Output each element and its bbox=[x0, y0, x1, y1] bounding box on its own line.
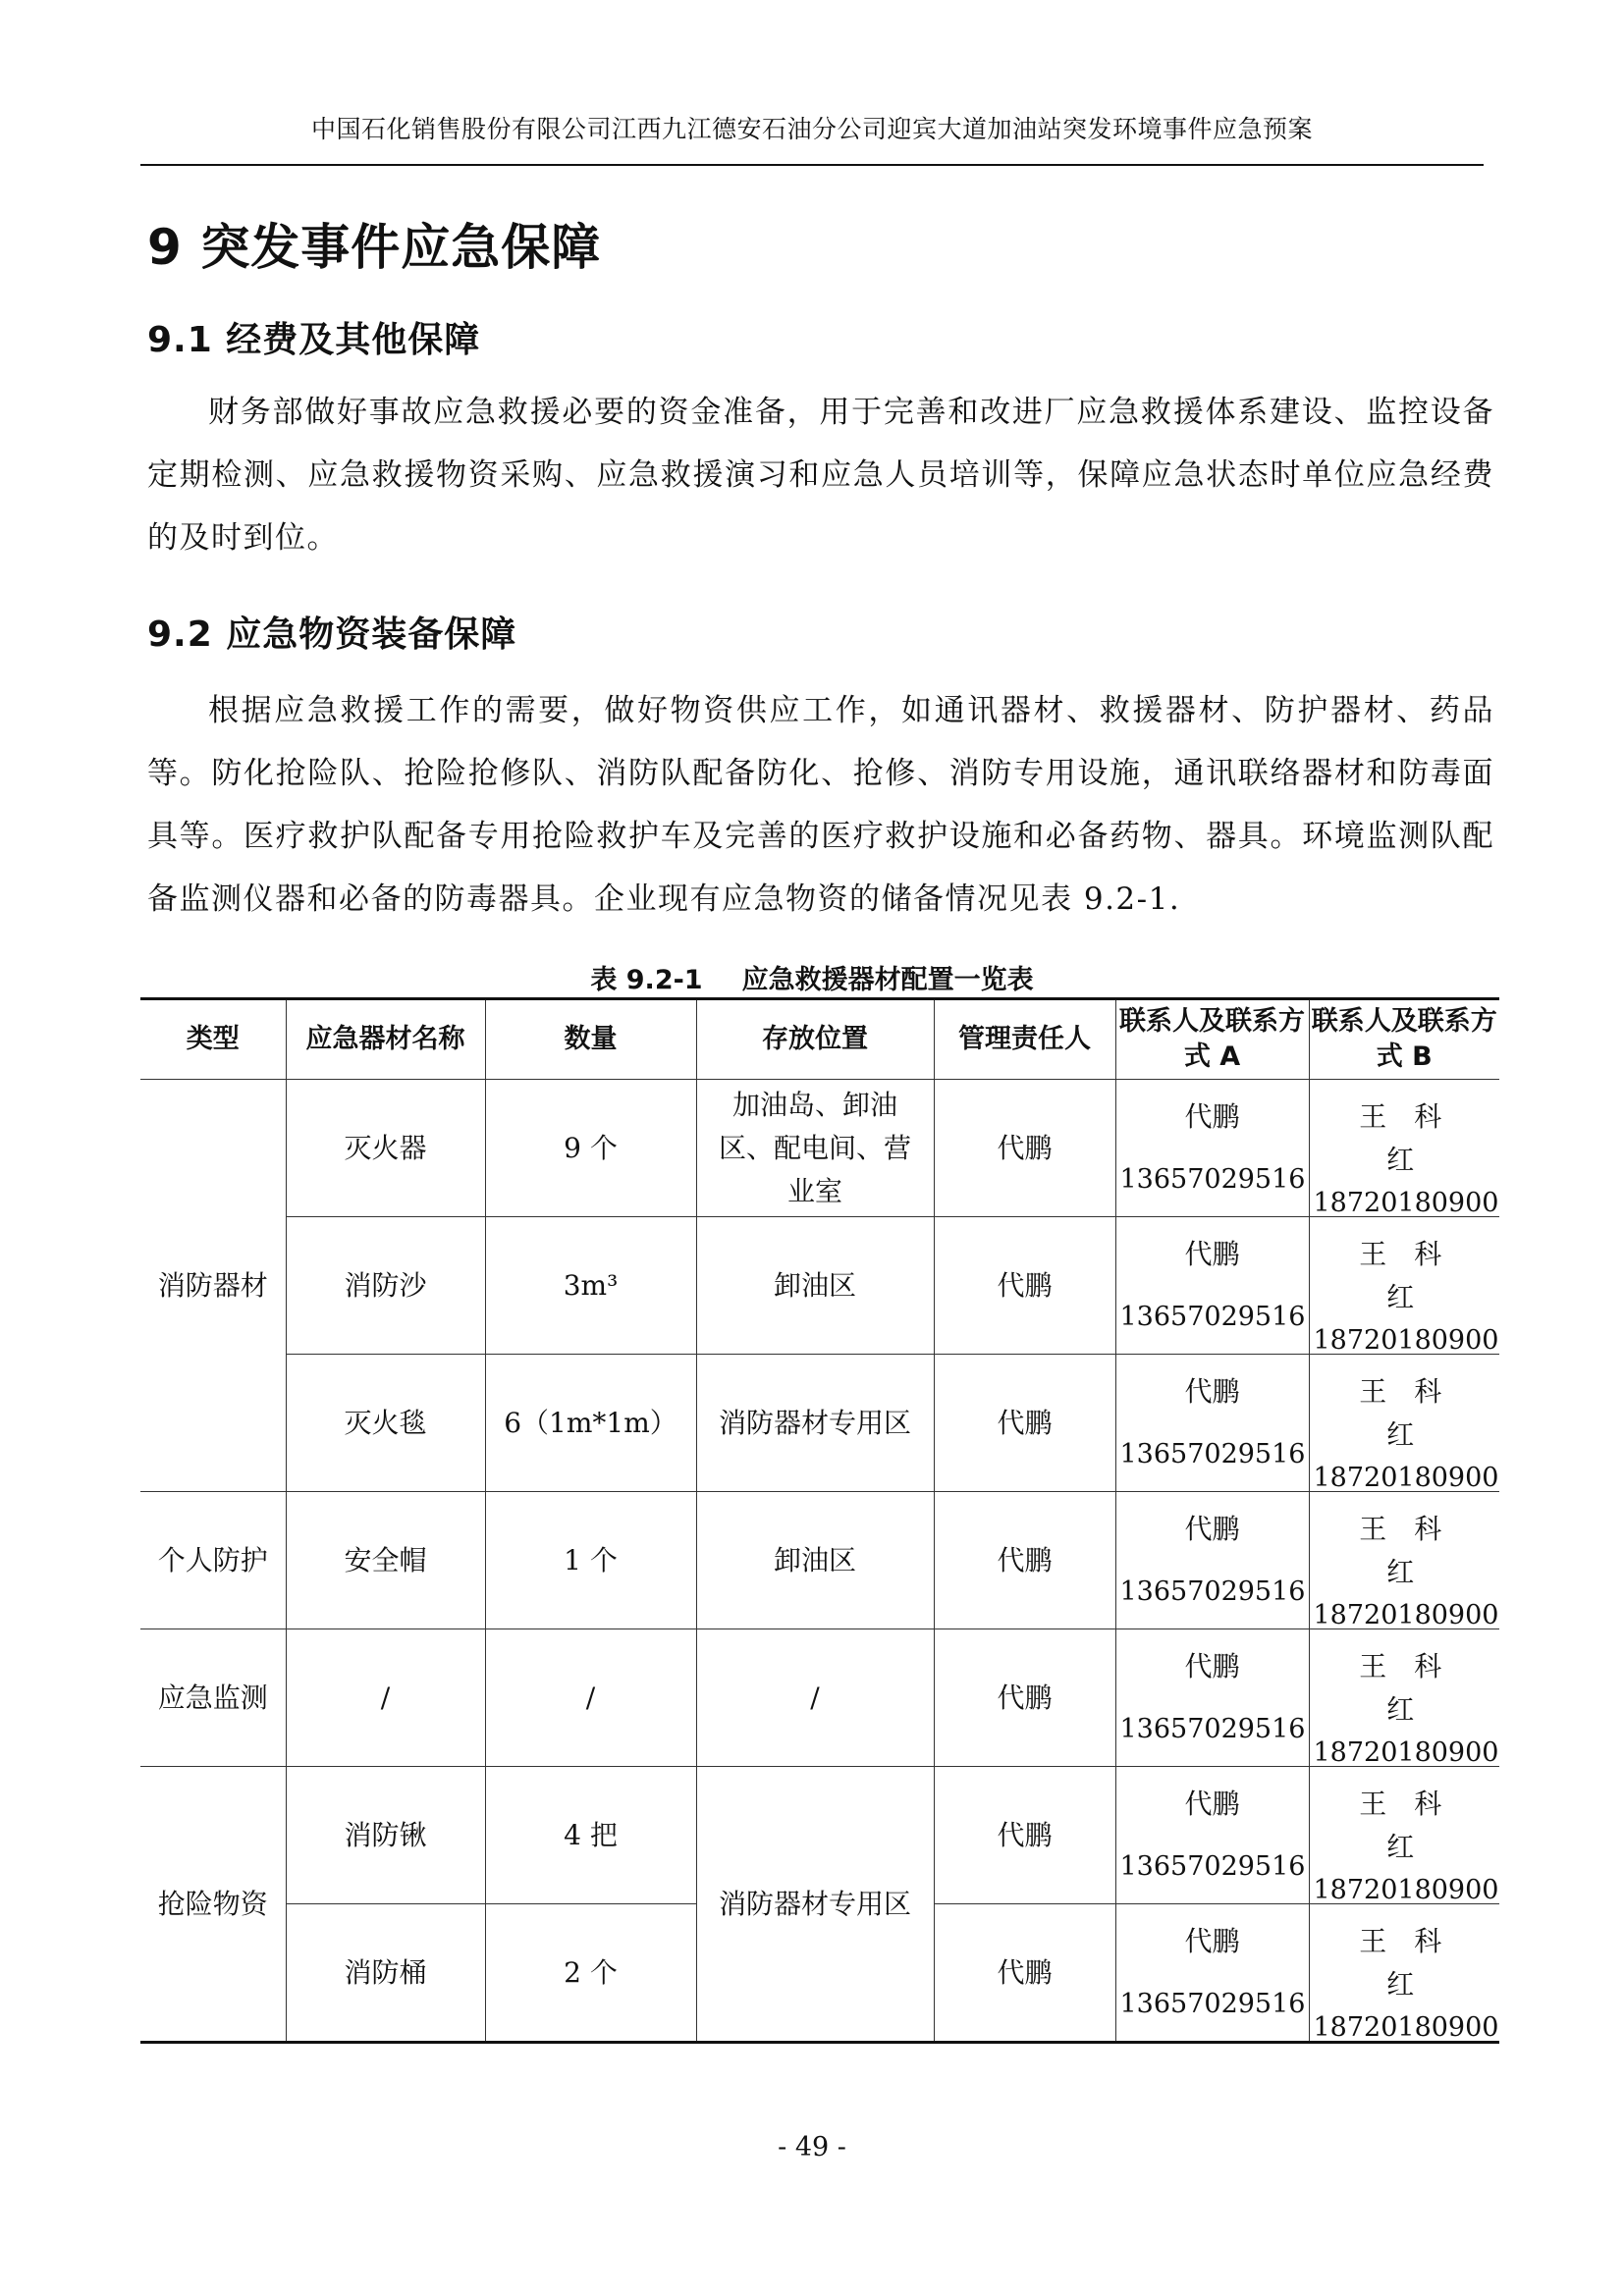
contact-b-phone: 18720180900 bbox=[1313, 2011, 1499, 2043]
contact-b-cell bbox=[1309, 1080, 1499, 1217]
contact-a-cell bbox=[1115, 1767, 1309, 1904]
contact-a-cell bbox=[1115, 1629, 1309, 1767]
contact-a-phone: 13657029516 bbox=[1119, 1988, 1306, 2019]
contact-a-phone: 13657029516 bbox=[1119, 1438, 1306, 1469]
contact-a-phone: 13657029516 bbox=[1119, 1713, 1306, 1744]
table-row bbox=[140, 1080, 1499, 1217]
contact-b-cell bbox=[1309, 1904, 1499, 2043]
qty-cell: 4 把 bbox=[485, 1767, 696, 1904]
contact-b-phone: 18720180900 bbox=[1313, 1462, 1499, 1493]
location-cell: 卸油区 bbox=[696, 1217, 934, 1355]
name-cell: 灭火毯 bbox=[286, 1355, 485, 1492]
table-row bbox=[140, 1767, 1499, 1904]
location-cell: 消防器材专用区 bbox=[696, 1355, 934, 1492]
name-cell: 消防沙 bbox=[286, 1217, 485, 1355]
manager-cell: 代鹏 bbox=[934, 1767, 1115, 1904]
name-cell: / bbox=[286, 1629, 485, 1767]
header-location: 存放位置 bbox=[696, 999, 934, 1080]
paragraph-funding: 财务部做好事故应急救援必要的资金准备，用于完善和改进厂应急救援体系建设、监控设备定期检测、应急救援物资采购、应急救援演习和应急人员培训等，保障应急状态时单位应急经费的及时到位。 bbox=[147, 395, 1494, 556]
table-row bbox=[140, 1217, 1499, 1355]
manager-cell: 代鹏 bbox=[934, 1629, 1115, 1767]
contact-a-cell bbox=[1115, 1355, 1309, 1492]
contact-a-name: 代鹏 bbox=[1184, 1512, 1240, 1545]
paragraph-materials: 根据应急救援工作的需要，做好物资供应工作，如通讯器材、救援器材、防护器材、药品等。防化抢险队、抢险抢修队、消防队配备防化、抢修、消防专用设施，通讯联络器材和防毒面具等。医疗救护队配备专用抢险救护车及完善的医疗救护设施和必备药物、器具。环境监测队配备监测仪器和必备的防毒器具。企业现有应急物资的储备情况见表 9.2-1. bbox=[147, 693, 1494, 917]
header-contact-a: 联系人及联系方式 A bbox=[1115, 999, 1309, 1080]
contact-b-name: 王科红 bbox=[1359, 1374, 1470, 1451]
contact-a-cell bbox=[1115, 1492, 1309, 1629]
contact-b-name: 王科红 bbox=[1359, 1787, 1470, 1863]
contact-a-cell bbox=[1115, 1217, 1309, 1355]
subsection-title-9-1: 9.1 经费及其他保障 bbox=[147, 320, 481, 360]
location-cell: 加油岛、卸油区、配电间、营业室 bbox=[696, 1080, 934, 1217]
contact-b-name: 王科红 bbox=[1359, 1237, 1470, 1313]
contact-b-cell bbox=[1309, 1629, 1499, 1767]
header-manager: 管理责任人 bbox=[934, 999, 1115, 1080]
table-row bbox=[140, 1355, 1499, 1492]
contact-b-name: 王科红 bbox=[1359, 1649, 1470, 1726]
subsection-title-9-2: 9.2 应急物资装备保障 bbox=[147, 614, 517, 655]
table-caption-number: 表 9.2-1 bbox=[590, 965, 703, 995]
table-row bbox=[140, 1492, 1499, 1629]
group-cell: 个人防护 bbox=[140, 1492, 286, 1629]
contact-b-phone: 18720180900 bbox=[1313, 1874, 1499, 1905]
contact-b-name: 王科红 bbox=[1359, 1924, 1470, 2001]
name-cell: 消防桶 bbox=[286, 1904, 485, 2043]
contact-b-name: 王科红 bbox=[1359, 1099, 1470, 1176]
manager-cell: 代鹏 bbox=[934, 1355, 1115, 1492]
table-header-row bbox=[140, 999, 1499, 1080]
equipment-table bbox=[140, 997, 1499, 2044]
manager-cell: 代鹏 bbox=[934, 1492, 1115, 1629]
contact-a-phone: 13657029516 bbox=[1119, 1575, 1306, 1607]
contact-a-name: 代鹏 bbox=[1184, 1099, 1240, 1133]
header-name: 应急器材名称 bbox=[286, 999, 485, 1080]
header-contact-b: 联系人及联系方式 B bbox=[1309, 999, 1499, 1080]
qty-cell: / bbox=[485, 1629, 696, 1767]
manager-cell: 代鹏 bbox=[934, 1217, 1115, 1355]
qty-cell: 9 个 bbox=[485, 1080, 696, 1217]
section-title: 9 突发事件应急保障 bbox=[147, 219, 602, 276]
name-cell: 消防锹 bbox=[286, 1767, 485, 1904]
location-cell: 卸油区 bbox=[696, 1492, 934, 1629]
contact-a-name: 代鹏 bbox=[1184, 1237, 1240, 1270]
group-cell: 消防器材 bbox=[140, 1080, 286, 1492]
contact-a-name: 代鹏 bbox=[1184, 1787, 1240, 1820]
qty-cell: 2 个 bbox=[485, 1904, 696, 2043]
location-cell: / bbox=[696, 1629, 934, 1767]
contact-b-phone: 18720180900 bbox=[1313, 1324, 1499, 1356]
contact-a-cell bbox=[1115, 1904, 1309, 2043]
group-cell: 抢险物资 bbox=[140, 1767, 286, 2043]
qty-cell: 1 个 bbox=[485, 1492, 696, 1629]
contact-b-cell bbox=[1309, 1217, 1499, 1355]
group-cell: 应急监测 bbox=[140, 1629, 286, 1767]
page-number: - 49 - bbox=[778, 2132, 846, 2163]
contact-b-cell bbox=[1309, 1767, 1499, 1904]
contact-a-name: 代鹏 bbox=[1184, 1924, 1240, 1957]
table-caption bbox=[0, 958, 1624, 996]
running-header: 中国石化销售股份有限公司江西九江德安石油分公司迎宾大道加油站突发环境事件应急预案 bbox=[310, 115, 1313, 143]
header-qty: 数量 bbox=[485, 999, 696, 1080]
contact-b-phone: 18720180900 bbox=[1313, 1736, 1499, 1768]
qty-cell: 6（1m*1m） bbox=[485, 1355, 696, 1492]
contact-b-name: 王科红 bbox=[1359, 1512, 1470, 1588]
location-cell: 消防器材专用区 bbox=[696, 1767, 934, 2043]
name-cell: 安全帽 bbox=[286, 1492, 485, 1629]
contact-b-cell bbox=[1309, 1492, 1499, 1629]
qty-cell: 3m³ bbox=[485, 1217, 696, 1355]
contact-b-phone: 18720180900 bbox=[1313, 1599, 1499, 1630]
contact-a-cell bbox=[1115, 1080, 1309, 1217]
table-caption-title: 应急救援器材配置一览表 bbox=[741, 965, 1034, 995]
contact-a-phone: 13657029516 bbox=[1119, 1301, 1306, 1332]
contact-a-name: 代鹏 bbox=[1184, 1649, 1240, 1682]
contact-a-phone: 13657029516 bbox=[1119, 1163, 1306, 1195]
name-cell: 灭火器 bbox=[286, 1080, 485, 1217]
header-type: 类型 bbox=[140, 999, 286, 1080]
contact-b-cell bbox=[1309, 1355, 1499, 1492]
header-rule bbox=[140, 164, 1484, 166]
contact-a-phone: 13657029516 bbox=[1119, 1850, 1306, 1882]
manager-cell: 代鹏 bbox=[934, 1904, 1115, 2043]
contact-b-phone: 18720180900 bbox=[1313, 1187, 1499, 1218]
manager-cell: 代鹏 bbox=[934, 1080, 1115, 1217]
contact-a-name: 代鹏 bbox=[1184, 1374, 1240, 1408]
table-row bbox=[140, 1629, 1499, 1767]
